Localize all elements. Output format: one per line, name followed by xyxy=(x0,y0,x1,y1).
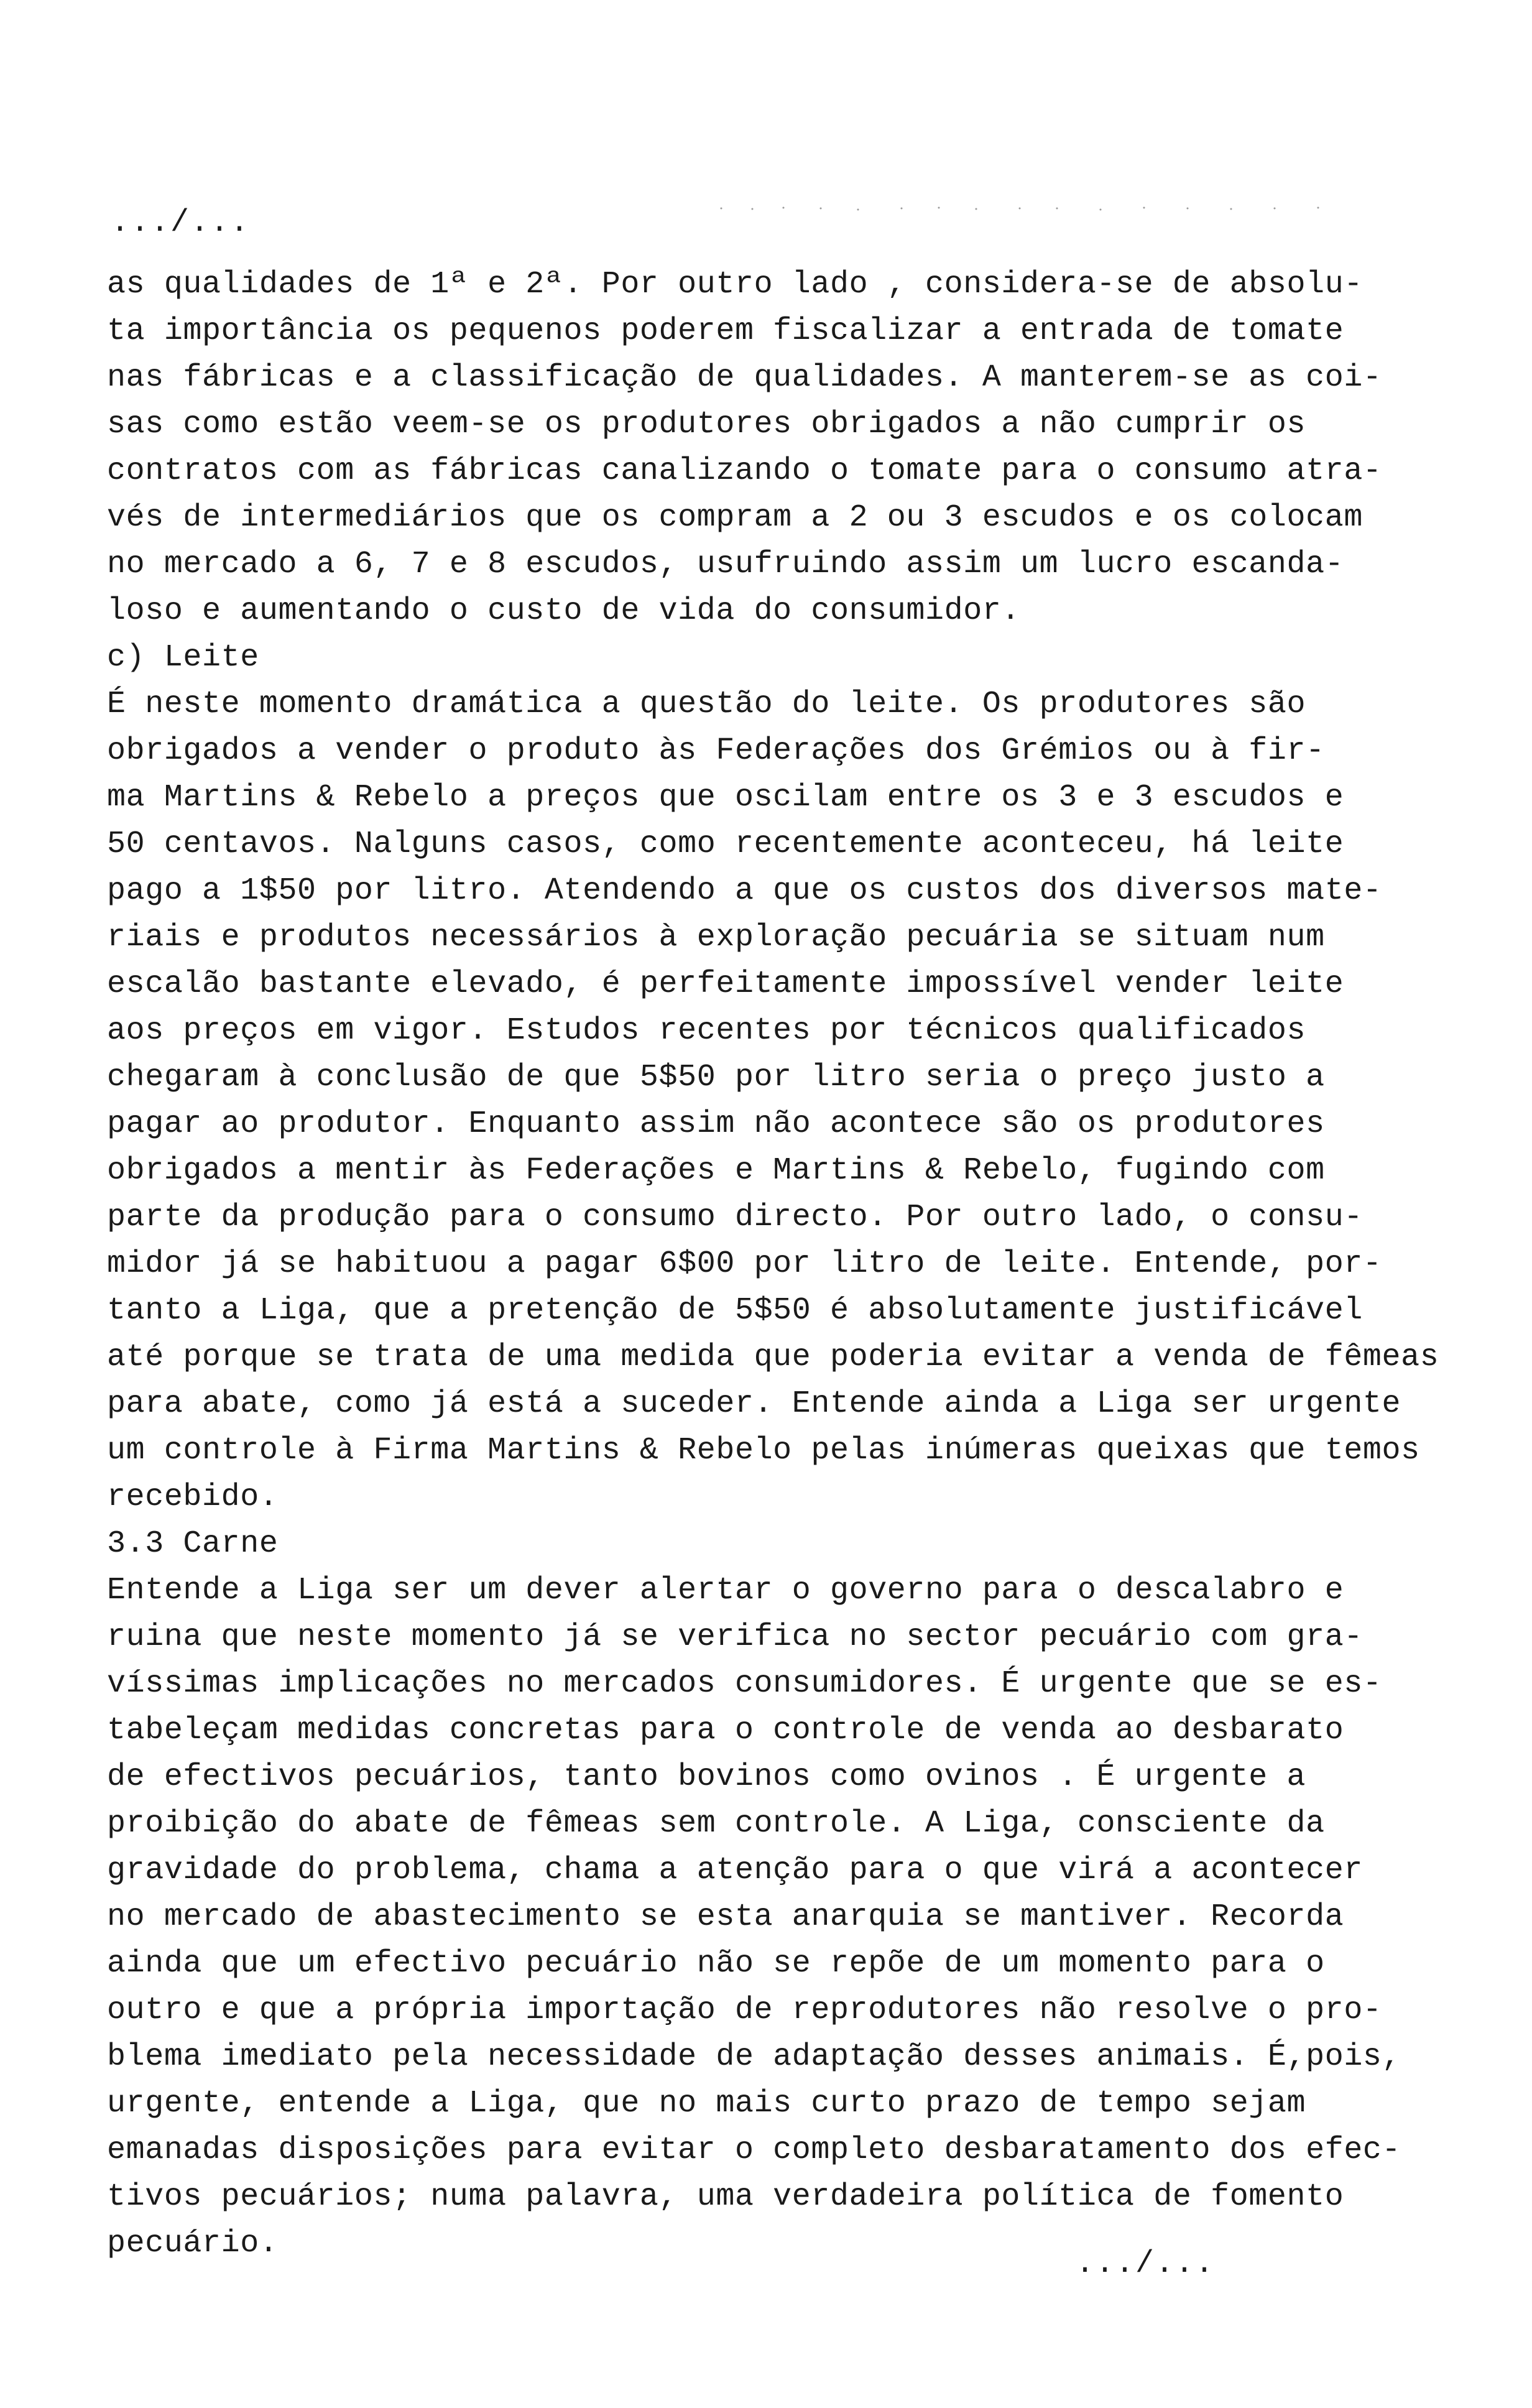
text-line: urgente, entende a Liga, que no mais curto prazo de tempo sejam xyxy=(107,2086,1306,2121)
text-line: gravidade do problema, chama a atenção para o que virá a acontecer xyxy=(107,1853,1363,1888)
text-line: outro e que a própria importação de reprodutores não resolve o pro- xyxy=(107,1993,1382,2028)
text-line: no mercado de abastecimento se esta anarquia se mantiver. Recorda xyxy=(107,1899,1344,1935)
text-line: emanadas disposições para evitar o completo desbaratamento dos efec- xyxy=(107,2132,1401,2168)
text-line: 3.3 Carne xyxy=(107,1526,279,1562)
text-line: Entende a Liga ser um dever alertar o governo para o descalabro e xyxy=(107,1573,1344,1608)
continuation-marker-bottom: .../... xyxy=(1076,2246,1216,2282)
text-line: recebido. xyxy=(107,1480,279,1515)
text-line: escalão bastante elevado, é perfeitamente impossível vender leite xyxy=(107,966,1344,1002)
text-line: no mercado a 6, 7 e 8 escudos, usufruindo assim um lucro escanda- xyxy=(107,547,1344,582)
text-line: riais e produtos necessários à exploração pecuária se situam num xyxy=(107,920,1325,955)
text-line: contratos com as fábricas canalizando o tomate para o consumo atra- xyxy=(107,453,1382,489)
text-line: de efectivos pecuários, tanto bovinos como ovinos . É urgente a xyxy=(107,1759,1306,1795)
text-line: parte da produção para o consumo directo. Por outro lado, o consu- xyxy=(107,1200,1363,1235)
text-line: as qualidades de 1ª e 2ª. Por outro lado , considera-se de absolu- xyxy=(107,267,1363,302)
continuation-marker-top: .../... xyxy=(111,205,251,241)
text-line: ta importância os pequenos poderem fiscalizar a entrada de tomate xyxy=(107,313,1344,349)
text-line: c) Leite xyxy=(107,640,259,675)
text-line: pecuário. xyxy=(107,2226,279,2261)
text-line: loso e aumentando o custo de vida do consumidor. xyxy=(107,593,1021,629)
body-text xyxy=(107,261,1437,2267)
text-line: víssimas implicações no mercados consumidores. É urgente que se es- xyxy=(107,1666,1382,1702)
text-line: 50 centavos. Nalguns casos, como recentemente aconteceu, há leite xyxy=(107,827,1344,862)
text-line: tabeleçam medidas concretas para o controle de venda ao desbarato xyxy=(107,1713,1344,1748)
text-line: aos preços em vigor. Estudos recentes por técnicos qualificados xyxy=(107,1013,1306,1049)
text-line: um controle à Firma Martins & Rebelo pelas inúmeras queixas que temos xyxy=(107,1433,1420,1468)
scan-noise-marks xyxy=(715,202,1337,215)
text-line: obrigados a vender o produto às Federações dos Grémios ou à fir- xyxy=(107,733,1325,769)
text-line: até porque se trata de uma medida que poderia evitar a venda de fêmeas xyxy=(107,1340,1439,1375)
text-line: obrigados a mentir às Federações e Martins & Rebelo, fugindo com xyxy=(107,1153,1325,1188)
text-line: ruina que neste momento já se verifica no sector pecuário com gra- xyxy=(107,1619,1363,1655)
text-line: para abate, como já está a suceder. Entende ainda a Liga ser urgente xyxy=(107,1386,1401,1422)
text-line: vés de intermediários que os compram a 2 ou 3 escudos e os colocam xyxy=(107,500,1363,535)
text-line: midor já se habituou a pagar 6$00 por litro de leite. Entende, por- xyxy=(107,1246,1382,1282)
text-line: proibição do abate de fêmeas sem controle. A Liga, consciente da xyxy=(107,1806,1325,1841)
text-line: É neste momento dramática a questão do leite. Os produtores são xyxy=(107,687,1306,722)
text-line: chegaram à conclusão de que 5$50 por litro seria o preço justo a xyxy=(107,1060,1325,1095)
text-line: nas fábricas e a classificação de qualidades. A manterem-se as coi- xyxy=(107,360,1382,396)
text-line: blema imediato pela necessidade de adaptação desses animais. É,pois, xyxy=(107,2039,1401,2075)
text-line: pago a 1$50 por litro. Atendendo a que os custos dos diversos mate- xyxy=(107,873,1382,909)
text-line: ainda que um efectivo pecuário não se repõe de um momento para o xyxy=(107,1946,1325,1981)
text-line: sas como estão veem-se os produtores obrigados a não cumprir os xyxy=(107,407,1306,442)
text-line: ma Martins & Rebelo a preços que oscilam entre os 3 e 3 escudos e xyxy=(107,780,1344,815)
text-line: tivos pecuários; numa palavra, uma verdadeira política de fomento xyxy=(107,2179,1344,2215)
text-line: pagar ao produtor. Enquanto assim não acontece são os produtores xyxy=(107,1106,1325,1142)
text-line: tanto a Liga, que a pretenção de 5$50 é absolutamente justificável xyxy=(107,1293,1363,1328)
